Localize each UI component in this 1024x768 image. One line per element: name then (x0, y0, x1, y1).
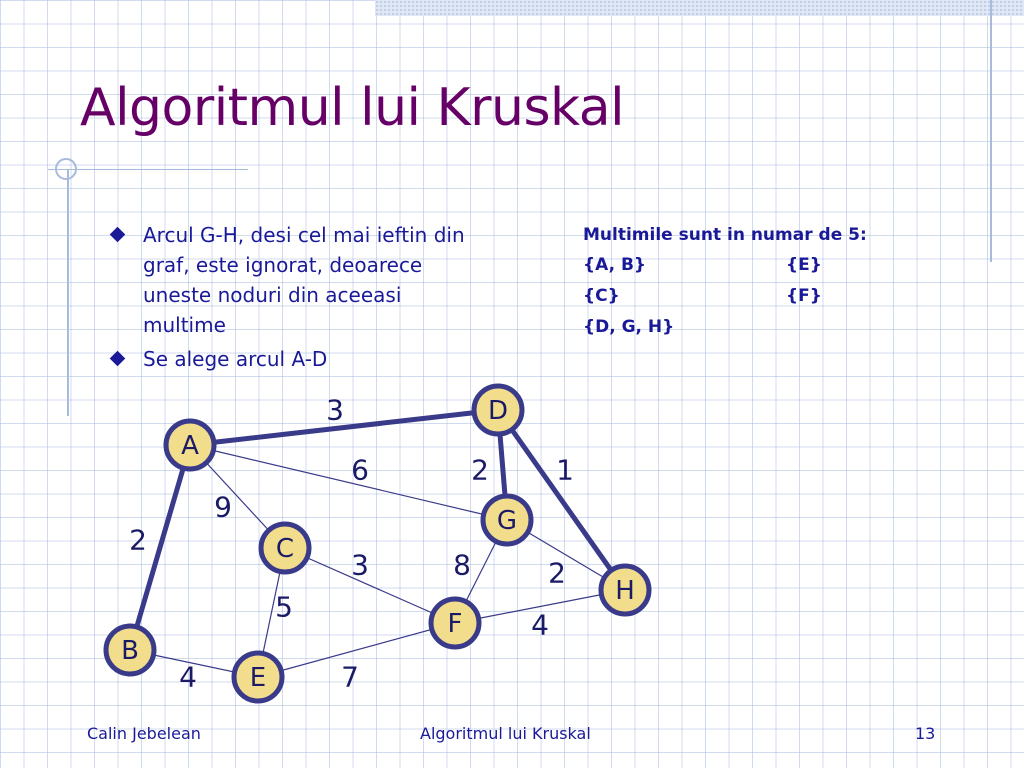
set-item: {E} (786, 255, 822, 275)
node-f (431, 599, 479, 647)
footer-title: Algoritmul lui Kruskal (420, 724, 591, 743)
node-label: H (615, 576, 635, 606)
edge-weight-label: 2 (548, 556, 566, 590)
node-a (166, 421, 214, 469)
node-g (483, 496, 531, 544)
slide-title: Algoritmul lui Kruskal (80, 78, 625, 138)
node-e (234, 653, 282, 701)
edge-c-f (285, 548, 455, 623)
set-item: {F} (786, 286, 822, 306)
edge-weight-label: 2 (471, 453, 489, 487)
node-label: A (181, 431, 199, 461)
edge-weight-label: 9 (214, 490, 232, 524)
node-b (106, 626, 154, 674)
set-item: {D, G, H} (583, 317, 675, 337)
node-d (474, 386, 522, 434)
edge-weight-label: 1 (556, 453, 574, 487)
bullet-text: Se alege arcul A-D (143, 347, 328, 371)
node-label: E (249, 663, 267, 693)
edge-weight-label: 3 (326, 393, 344, 427)
bullet-text: Arcul G-H, desi cel mai ieftin din graf, este ignorat, deoarece uneste noduri din aceeasi multime (143, 223, 465, 337)
node-label: B (121, 636, 139, 666)
edge-weight-label: 8 (453, 548, 471, 582)
edge-weight-label: 4 (531, 608, 549, 642)
edge-weight-label: 2 (129, 523, 147, 557)
sets-heading: Multimile sunt in numar de 5: (583, 225, 867, 245)
node-label: G (496, 506, 518, 536)
footer-author: Calin Jebelean (87, 724, 201, 743)
set-item: {C} (583, 286, 620, 306)
edge-a-g (190, 445, 507, 520)
node-label: D (487, 396, 509, 426)
edge-a-d (190, 410, 498, 445)
node-label: F (447, 609, 463, 639)
edge-weight-label: 4 (179, 660, 197, 694)
node-label: C (275, 534, 295, 564)
edge-weight-label: 5 (275, 590, 293, 624)
nodes-layer (106, 386, 649, 701)
edge-weight-label: 6 (351, 453, 369, 487)
footer-page-number: 13 (915, 724, 936, 743)
edge-weight-label: 7 (341, 660, 359, 694)
edge-weight-label: 3 (351, 548, 369, 582)
set-item: {A, B} (583, 255, 647, 275)
node-h (601, 566, 649, 614)
node-c (261, 524, 309, 572)
